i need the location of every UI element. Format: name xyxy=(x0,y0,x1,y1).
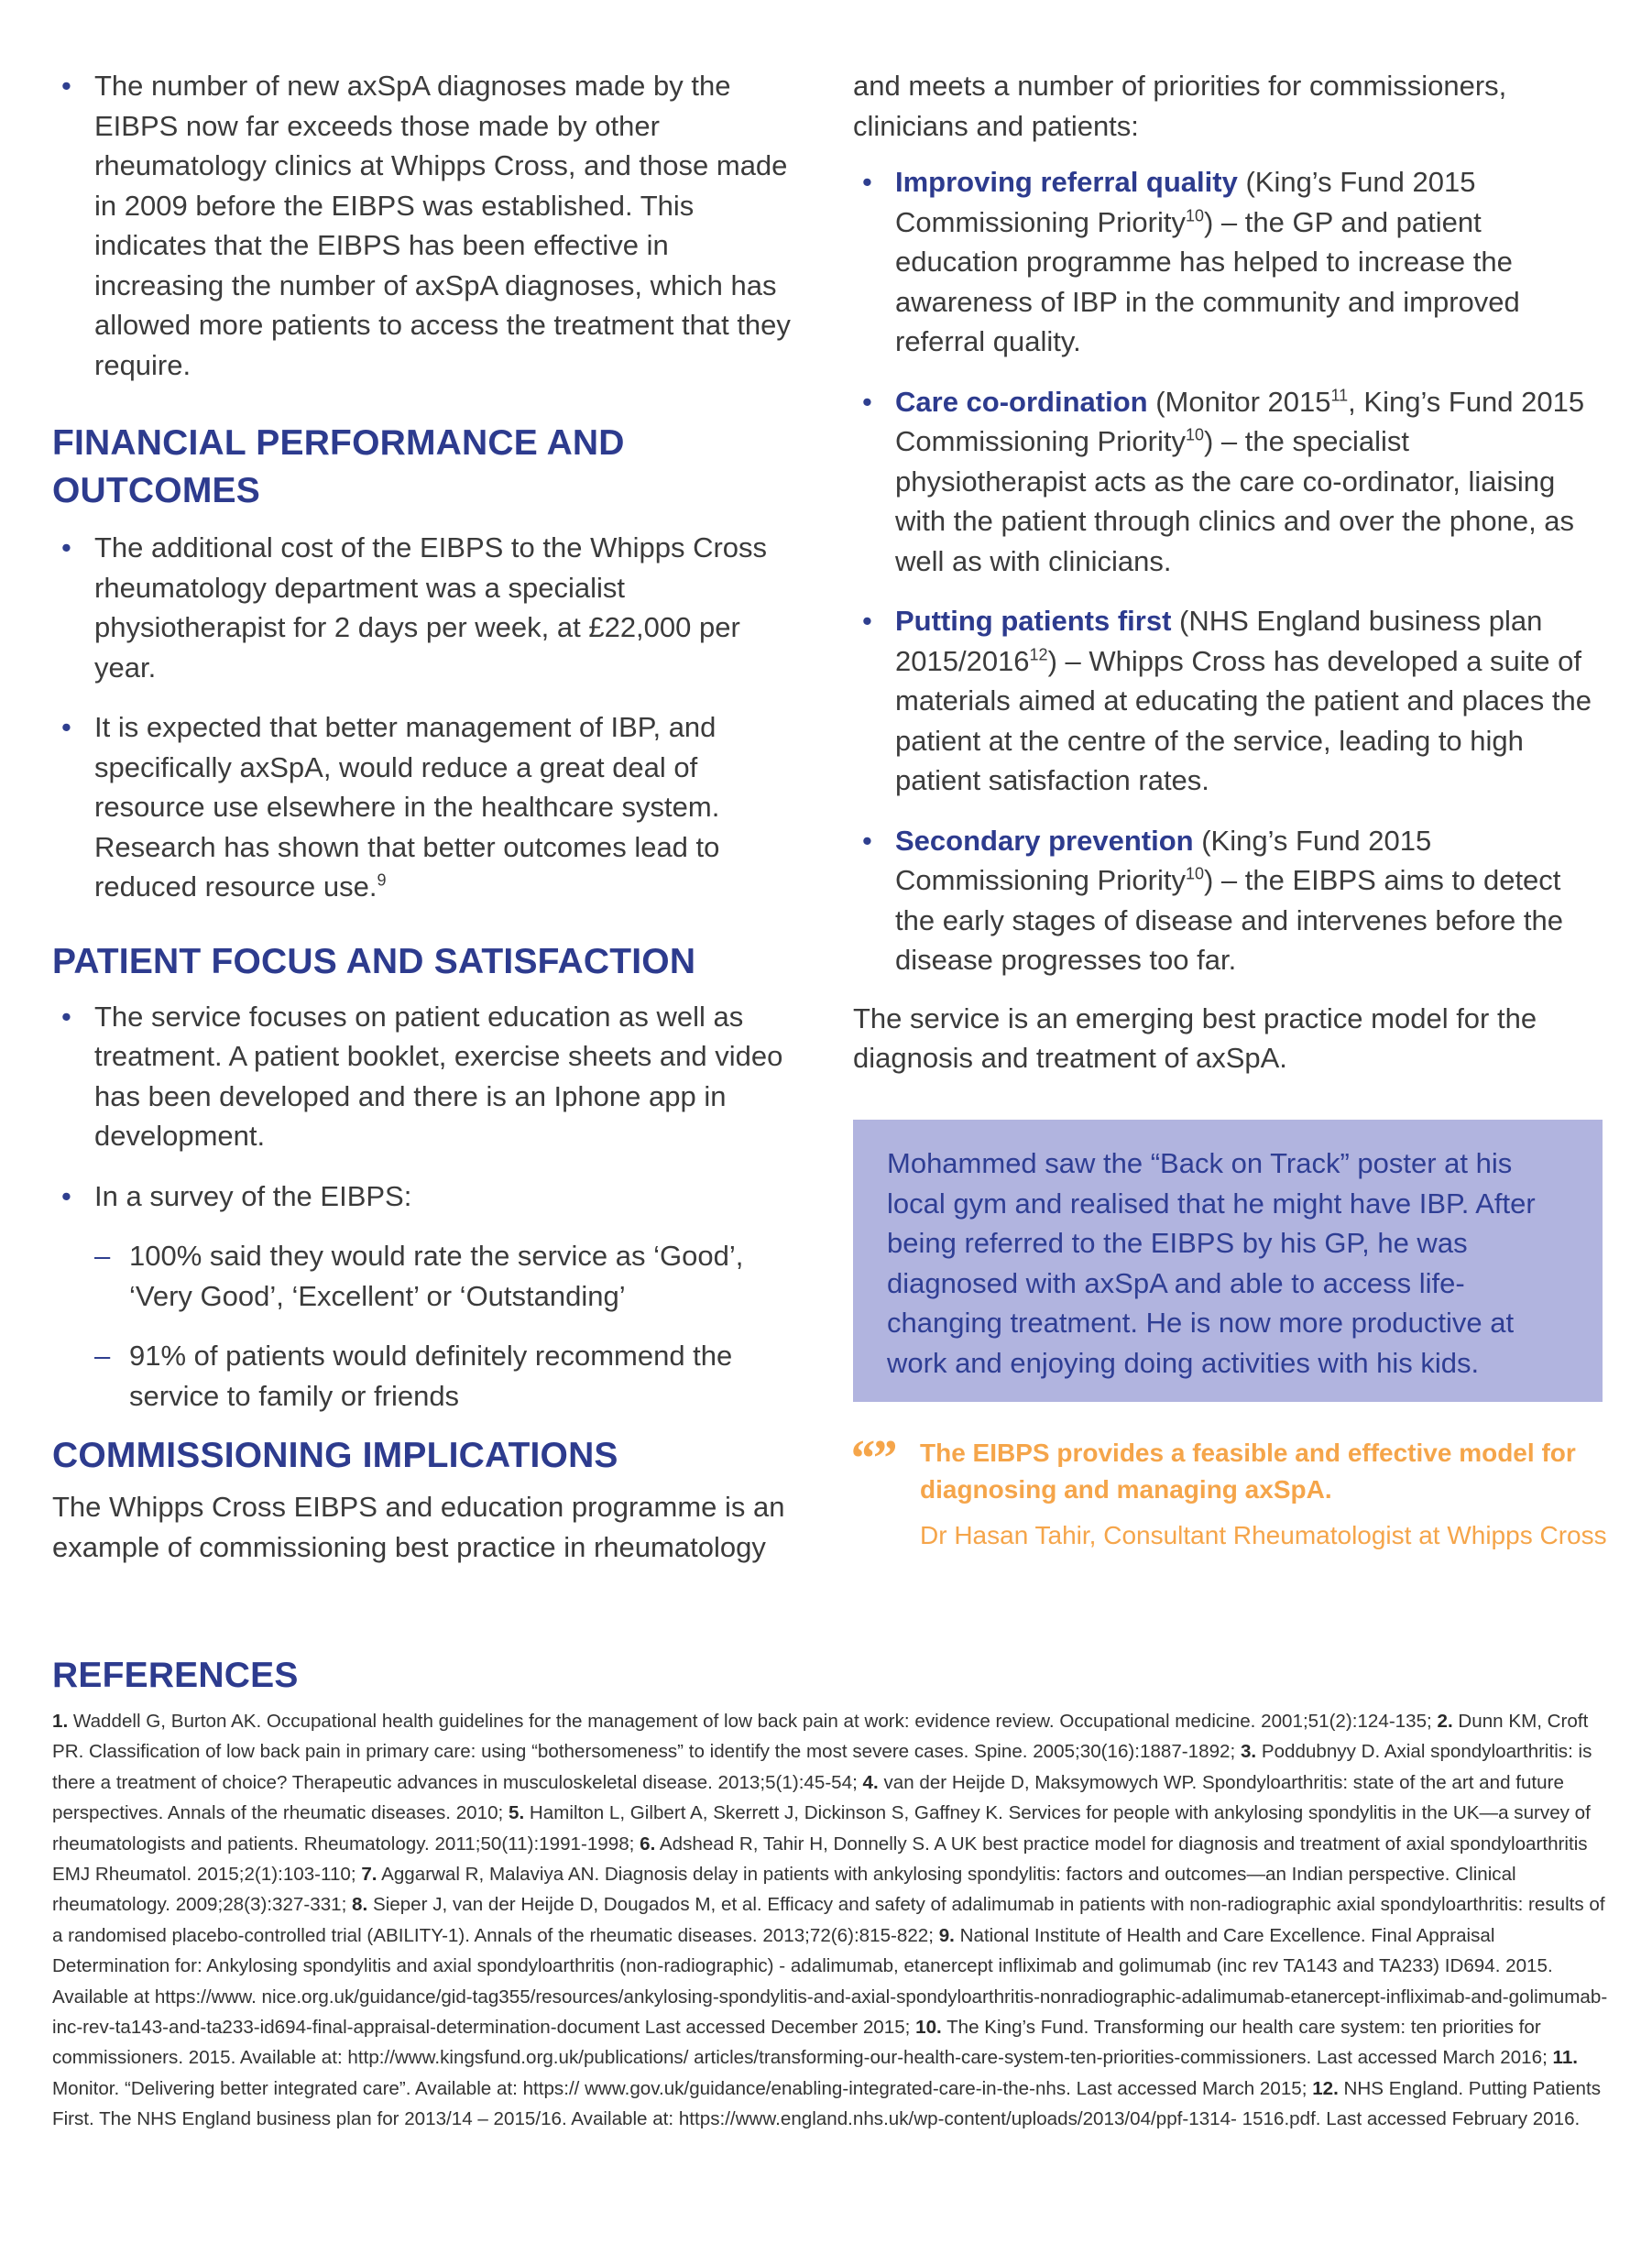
list-item: • The number of new axSpA diagnoses made by the EIBPS now far exceeds those made by other rheumatology clinics at Whipps Cross, and those made in 2009 before the EIBPS was established. This indicates that the EIBPS has been effective in increasing the number of axSpA diagnoses, which has allowed more patients to access the treatment that they require. xyxy=(52,66,805,385)
list-item: • The service focuses on patient education as well as treatment. A patient booklet, exercise sheets and video has been developed and there is an Iphone app in development. xyxy=(52,997,805,1156)
reference-text: Waddell G, Burton AK. Occupational health guidelines for the management of low back pain at work: evidence review. Occupational medicine. 2001;51(2):124-135; xyxy=(68,1711,1438,1732)
list-item-text: It is expected that better management of IBP, and specifically axSpA, would reduce a great deal of resource use elsewhere in the healthcare system. Research has shown that better outcomes lead to reduced resource use. xyxy=(94,711,720,903)
references-list xyxy=(52,1706,1610,2135)
reference-text: Monitor. “Delivering better integrated care”. Available at: https:// www.gov.uk/guidance/enabling-integrated-care-in-the-nhs. Last accessed March 2015; xyxy=(52,2077,1313,2099)
priority-title: Care co-ordination xyxy=(895,385,1148,418)
priority-text: , King’s Fund 2015 Commissioning Priority xyxy=(895,385,1585,457)
priority-text: (King’s Fund 2015 Commissioning Priority xyxy=(895,824,1432,896)
case-study-text: Mohammed saw the “Back on Track” poster at his local gym and realised that he might have IBP. After being referred to the EIBPS by his GP, he was diagnosed with axSpA and able to access life-changing treatment. He is now more productive at work and enjoying doing activities with his kids. xyxy=(887,1147,1536,1379)
quote-text: The EIBPS provides a feasible and effective model for diagnosing and managing axSpA. xyxy=(920,1439,1576,1504)
reference-number: 12. xyxy=(1312,2077,1339,2099)
priorities-list xyxy=(853,162,1603,980)
reference-text: NHS England. Putting Patients First. The NHS England business plan for 2013/14 – 2015/16. Available at: https://www.england.nhs.uk/wp-content/uploads/2013/04/ppf-1314- 1516.pdf. Last accessed February 2016. xyxy=(52,2077,1602,2130)
quote-marks-icon: “” xyxy=(848,1430,892,1487)
priority-title: Secondary prevention xyxy=(895,824,1194,857)
reference-text: National Institute of Health and Care Excellence. Final Appraisal Determination for: Ankylosing spondylitis and axial spondyloarthritis (non-radiographic) - adalimumab, etanercept infliximab and golimumab (inc rev TA143 and TA233) ID694. 2015. Available at https://www. nice.org.uk/guidance/gid-tag355/resources/ankylosing-spondylitis-and-axial-spondyloarthritis-nonradiographic-adalimumab-etanercept-infliximab-and-golimumab-inc-rev-ta143-and-ta233-id694-final-appraisal-determination-document Last accessed December 2015; xyxy=(52,1924,1608,2039)
reference-text: Poddubnyy D. Axial spondyloarthritis: is there a treatment of choice? Therapeutic advances in musculoskeletal disease. 2013;5(1):45-54; xyxy=(52,1741,1592,1793)
reference-number: 6. xyxy=(640,1833,656,1855)
commissioning-heading: COMMISSIONING IMPLICATIONS xyxy=(52,1436,618,1475)
citation-superscript: 9 xyxy=(377,870,387,890)
sub-list-item: – 100% said they would rate the service as ‘Good’, ‘Very Good’, ‘Excellent’ or ‘Outstanding’ xyxy=(94,1236,805,1316)
priority-item xyxy=(853,162,1603,362)
reference-number: 4. xyxy=(862,1771,879,1793)
intro-bullet-list xyxy=(52,66,805,385)
case-study-box xyxy=(853,1120,1603,1402)
reference-number: 3. xyxy=(1240,1741,1257,1763)
priority-text: ) – the EIBPS aims to detect the early stages of disease and intervenes before the disease progresses too far. xyxy=(895,864,1563,976)
reference-text: Adshead R, Tahir H, Donnelly S. A UK best practice model for diagnosis and treatment of axial spondyloarthritis EMJ Rheumatol. 2015;2(1):103-110; xyxy=(52,1833,1588,1886)
citation-superscript: 11 xyxy=(1330,386,1349,405)
citation-superscript: 12 xyxy=(1029,645,1048,664)
reference-number: 9. xyxy=(938,1924,955,1946)
reference-number: 8. xyxy=(352,1894,368,1916)
left-column xyxy=(52,66,805,1567)
reference-text: The King’s Fund. Transforming our health care system: ten priorities for commissioners. 2015. Available at: http://www.kingsfund.org.uk/publications/ articles/transforming-our-health-care-system-ten-priorities-commissioners. Last accessed March 2016; xyxy=(52,2017,1553,2069)
references-heading: REFERENCES xyxy=(52,1656,299,1695)
priorities-intro: and meets a number of priorities for commissioners, clinicians and patients: xyxy=(853,70,1507,142)
closing-text: The service is an emerging best practice model for the diagnosis and treatment of axSpA. xyxy=(853,1001,1537,1074)
financial-heading: FINANCIAL PERFORMANCE AND OUTCOMES xyxy=(52,423,625,510)
reference-text: Aggarwal R, Malaviya AN. Diagnosis delay in patients with ankylosing spondylitis: factors and outcomes—an Indian perspective. Clinical rheumatology. 2009;28(3):327-331; xyxy=(52,1864,1516,1916)
reference-number: 1. xyxy=(52,1711,69,1732)
priority-item xyxy=(853,382,1603,582)
priority-item xyxy=(853,601,1603,801)
list-item xyxy=(52,707,805,907)
priority-text: (NHS England business plan 2015/2016 xyxy=(895,605,1543,677)
reference-text: Hamilton L, Gilbert A, Skerrett J, Dickinson S, Gaffney K. Services for people with ankylosing spondylitis in the UK—a survey of rheumatologists and patients. Rheumatology. 2011;50(11):1991-1998; xyxy=(52,1802,1591,1855)
financial-bullet-list xyxy=(52,528,805,907)
priority-title: Improving referral quality xyxy=(895,166,1238,198)
testimonial-quote xyxy=(848,1430,1609,1554)
reference-number: 7. xyxy=(361,1864,377,1886)
citation-superscript: 10 xyxy=(1185,425,1204,444)
patient-heading: PATIENT FOCUS AND SATISFACTION xyxy=(52,941,696,981)
priority-text: (Monitor 2015 xyxy=(1147,385,1331,418)
reference-number: 5. xyxy=(508,1802,525,1824)
commissioning-text: The Whipps Cross EIBPS and education programme is an example of commissioning best practice in rheumatology xyxy=(52,1491,785,1563)
reference-number: 10. xyxy=(915,2017,942,2039)
list-item-text: In a survey of the EIBPS: xyxy=(94,1179,412,1212)
priority-text: (King’s Fund 2015 Commissioning Priority xyxy=(895,166,1476,238)
list-item xyxy=(52,1176,805,1417)
reference-entry xyxy=(52,1711,1437,1732)
citation-superscript: 10 xyxy=(1185,206,1204,225)
reference-text: Sieper J, van der Heijde D, Dougados M, et al. Efficacy and safety of adalimumab in patients with non-radiographic axial spondyloarthritis: results of a randomised placebo-controlled trial (ABILITY-1). Annals of the rheumatic diseases. 2013;72(6):815-822; xyxy=(52,1894,1605,1946)
reference-number: 2. xyxy=(1437,1711,1453,1732)
citation-superscript: 10 xyxy=(1185,864,1204,883)
priority-text: ) – Whipps Cross has developed a suite of materials aimed at educating the patient and places the patient at the centre of the service, leading to high patient satisfaction rates. xyxy=(895,644,1592,796)
priority-item xyxy=(853,821,1603,980)
right-column xyxy=(853,66,1603,1078)
survey-sub-list xyxy=(94,1236,805,1416)
reference-text: Dunn KM, Croft PR. Classification of low back pain in primary care: using “bothersomeness” to identify the most severe cases. Spine. 2005;30(16):1887-1892; xyxy=(52,1711,1589,1763)
sub-list-item: – 91% of patients would definitely recommend the service to family or friends xyxy=(94,1336,805,1416)
reference-text: van der Heijde D, Maksymowych WP. Spondyloarthritis: state of the art and future perspectives. Annals of the rheumatic diseases. 2010; xyxy=(52,1771,1564,1824)
quote-attribution: Dr Hasan Tahir, Consultant Rheumatologist at Whipps Cross xyxy=(920,1521,1607,1549)
priority-title: Putting patients first xyxy=(895,605,1172,637)
patient-bullet-list xyxy=(52,997,805,1417)
priority-text: ) – the specialist physiotherapist acts as the care co-ordinator, liaising with the patient through clinics and over the phone, as well as with clinicians. xyxy=(895,425,1575,577)
reference-number: 11. xyxy=(1552,2047,1579,2069)
priority-text: ) – the GP and patient education programme has helped to increase the awareness of IBP in the community and improved referral quality. xyxy=(895,205,1520,357)
list-item: • The additional cost of the EIBPS to the Whipps Cross rheumatology department was a specialist physiotherapist for 2 days per week, at £22,000 per year. xyxy=(52,528,805,687)
